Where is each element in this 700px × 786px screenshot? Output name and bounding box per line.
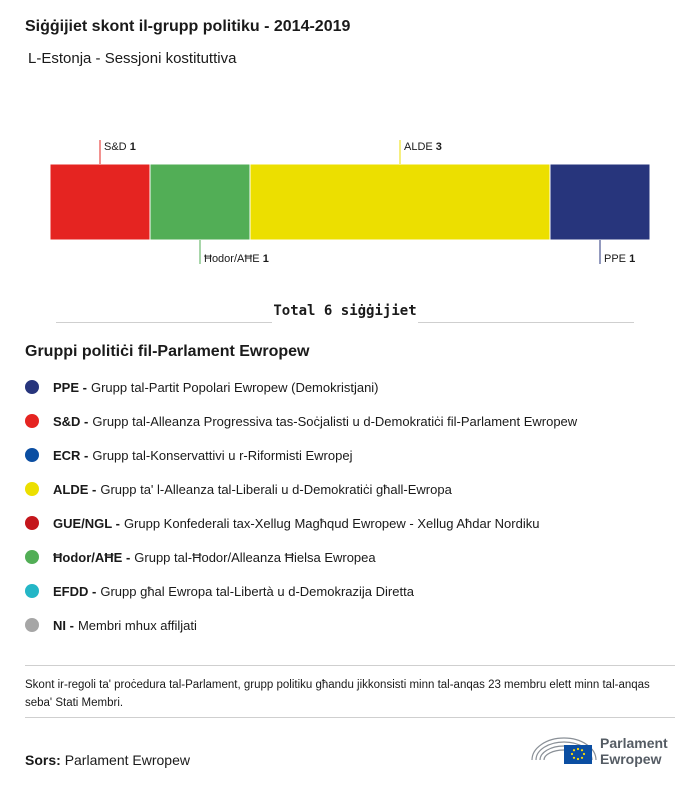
legend-item	[25, 438, 577, 472]
total-divider-right	[418, 322, 634, 323]
legend-swatch-icon	[25, 584, 39, 598]
legend	[25, 370, 577, 642]
legend-item	[25, 574, 577, 608]
segment-label-value: 3	[435, 141, 442, 153]
total-label: Total 6 siġġijiet	[273, 303, 417, 319]
legend-text: Membri mhux affiljati	[77, 617, 197, 633]
segment-label-name: PPE	[604, 253, 630, 265]
logo-line-2: Ewropew	[600, 751, 662, 767]
legend-text: Grupp għal Ewropa tal-Libertà u d-Demokrazija Diretta	[100, 583, 414, 599]
logo-text	[600, 735, 668, 767]
legend-swatch-icon	[25, 380, 39, 394]
legend-abbr: NI -	[53, 617, 74, 633]
segment-label	[104, 141, 136, 153]
legend-abbr: S&D -	[53, 413, 89, 429]
legend-swatch-icon	[25, 618, 39, 632]
segment-label-value: 1	[262, 253, 269, 265]
source-text: Parlament Ewropew	[64, 752, 190, 768]
bar-segment	[550, 164, 650, 240]
legend-text: Grupp tal-Alleanza Progressiva tas-Soċjalisti u d-Demokratiċi fil-Parlament Ewropew	[92, 413, 578, 429]
total-divider-left	[56, 322, 272, 323]
segment-label-name: S&D	[104, 141, 130, 153]
legend-swatch-icon	[25, 482, 39, 496]
legend-swatch-icon	[25, 516, 39, 530]
segment-label-name: ALDE	[404, 141, 436, 153]
divider-top	[25, 665, 675, 666]
chart-title: Siġġijiet skont il-grupp politiku - 2014-2019	[25, 18, 351, 35]
legend-swatch-icon	[25, 550, 39, 564]
legend-abbr: ALDE -	[53, 481, 97, 497]
bar-segment	[50, 164, 150, 240]
legend-item	[25, 404, 577, 438]
logo-line-1: Parlament	[600, 735, 668, 751]
segment-label-value: 1	[129, 141, 136, 153]
legend-text: Grupp ta' l-Alleanza tal-Liberali u d-Demokratiċi għall-Ewropa	[100, 481, 452, 497]
divider-bottom	[25, 717, 675, 718]
segment-label-name: Ħodor/AĦE	[204, 253, 263, 265]
legend-abbr: GUE/NGL -	[53, 515, 120, 531]
legend-item	[25, 540, 577, 574]
segment-label	[404, 141, 442, 153]
legend-abbr: EFDD -	[53, 583, 97, 599]
legend-text: Grupp tal-Partit Popolari Ewropew (Demokristjani)	[90, 379, 379, 395]
legend-swatch-icon	[25, 448, 39, 462]
legend-text: Grupp Konfederali tax-Xellug Magħqud Ewropew - Xellug Aħdar Nordiku	[123, 515, 540, 531]
legend-abbr: ECR -	[53, 447, 89, 463]
legend-abbr: PPE -	[53, 379, 87, 395]
source-line	[25, 752, 190, 768]
legend-item	[25, 506, 577, 540]
bar-segment	[150, 164, 250, 240]
legend-item	[25, 608, 577, 642]
legend-abbr: Ħodor/AĦE -	[53, 549, 131, 565]
bar-segment	[250, 164, 550, 240]
legend-text: Grupp tal-Konservattivi u r-Riformisti Ewropej	[92, 447, 353, 463]
legend-text: Grupp tal-Ħodor/Alleanza Ħielsa Ewropea	[134, 549, 376, 565]
total-seats	[0, 300, 700, 344]
segment-label-value: 1	[629, 253, 636, 265]
legend-item	[25, 370, 577, 404]
legend-title: Gruppi politiċi fil-Parlament Ewropew	[25, 343, 310, 360]
segment-label	[204, 253, 269, 265]
footnote: Skont ir-regoli ta' proċedura tal-Parlament, grupp politiku għandu jikkonsisti minn tal-anqas 23 membru elett minn tal-anqas seba' Stati Membri.	[25, 679, 650, 709]
legend-item	[25, 472, 577, 506]
chart-subtitle: L-Estonja - Sessjoni kostituttiva	[28, 50, 237, 67]
legend-swatch-icon	[25, 414, 39, 428]
seat-bar-chart	[0, 130, 700, 270]
source-label: Sors:	[25, 752, 61, 768]
segment-label	[604, 253, 635, 265]
